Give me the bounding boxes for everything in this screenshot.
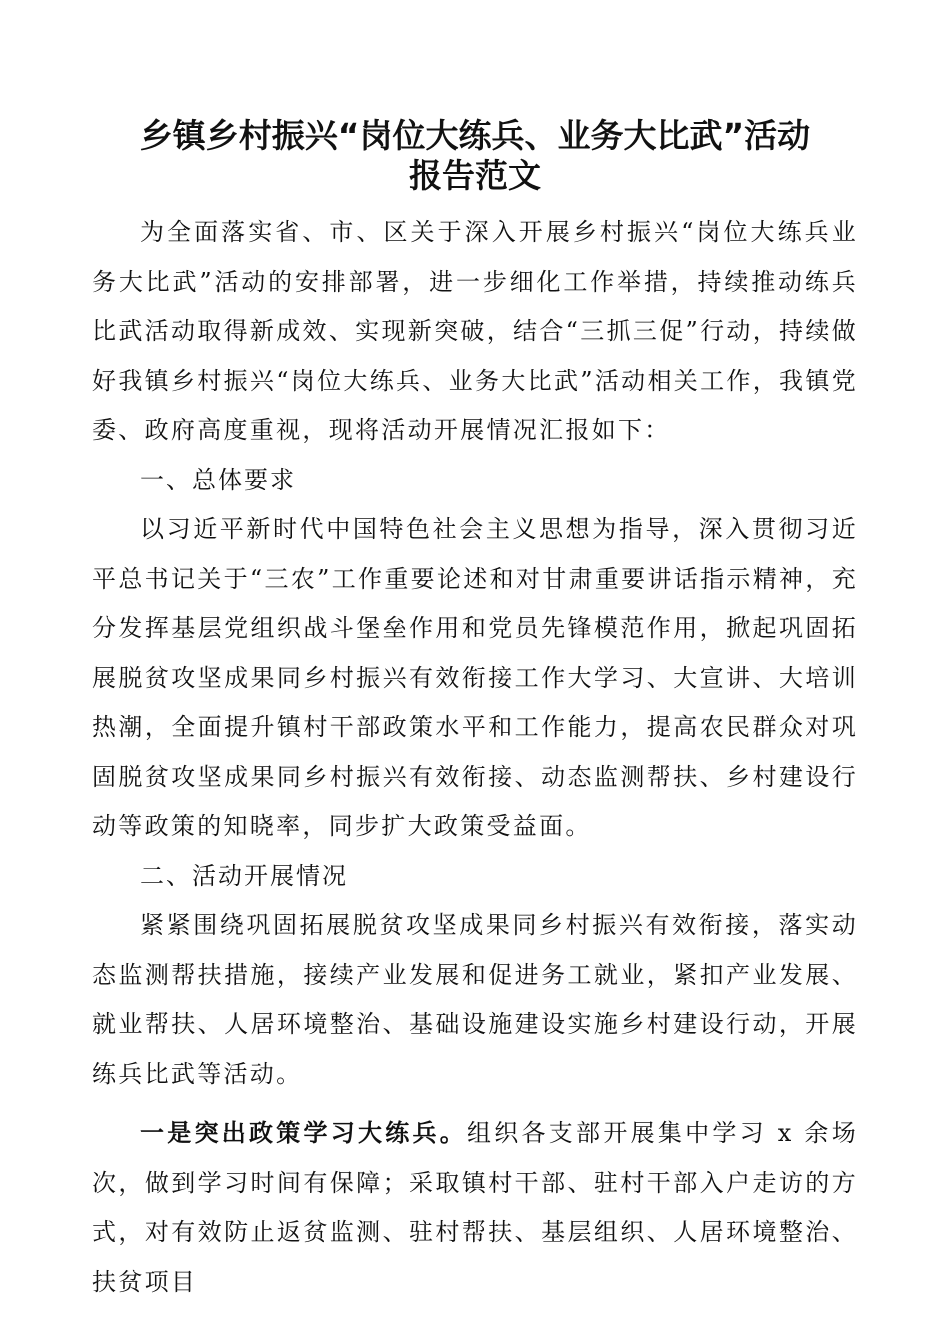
title-line-1: 乡镇乡村振兴“岗位大练兵、业务大比武”活动 bbox=[139, 116, 811, 155]
document-body bbox=[92, 208, 858, 1307]
section2-paragraph: 紧紧围绕巩固拓展脱贫攻坚成果同乡村振兴有效衔接，落实动态监测帮扶措施，接续产业发展和促进务工就业，紧扣产业发展、就业帮扶、人居环境整治、基础设施建设实施乡村建设行动，开展练兵比武等活动。 bbox=[92, 911, 858, 1088]
item1-text: 组织各支部开展集中学习 x 余场次，做到学习时间有保障；采取镇村干部、驻村干部入户走访的方式，对有效防止返贫监测、驻村帮扶、基层组织、人居环境整治、扶贫项目 bbox=[92, 1119, 858, 1296]
section-heading-activity-progress: 二、活动开展情况 bbox=[140, 861, 348, 890]
section-heading-overall-requirements: 一、总体要求 bbox=[140, 465, 296, 494]
section1-paragraph: 以习近平新时代中国特色社会主义思想为指导，深入贯彻习近平总书记关于“三农”工作重要论述和对甘肃重要讲话指示精神，充分发挥基层党组织战斗堡垒作用和党员先锋模范作用，掀起巩固拓展脱贫攻坚成果同乡村振兴有效衔接工作大学习、大宣讲、大培训热潮，全面提升镇村干部政策水平和工作能力，提高农民群众对巩固脱贫攻坚成果同乡村振兴有效衔接、动态监测帮扶、乡村建设行动等政策的知晓率，同步扩大政策受益面。 bbox=[92, 515, 858, 840]
title-line-2: 报告范文 bbox=[409, 156, 541, 195]
item1-lead: 一是突出政策学习大练兵。 bbox=[140, 1119, 468, 1147]
document-title bbox=[92, 116, 858, 196]
intro-paragraph: 为全面落实省、市、区关于深入开展乡村振兴“岗位大练兵业务大比武”活动的安排部署，进一步细化工作举措，持续推动练兵比武活动取得新成效、实现新突破，结合“三抓三促”行动，持续做好我镇乡村振兴“岗位大练兵、业务大比武”活动相关工作，我镇党委、政府高度重视，现将活动开展情况汇报如下： bbox=[92, 218, 858, 444]
paragraph-gap bbox=[92, 1099, 858, 1109]
item1-paragraph bbox=[92, 1109, 858, 1307]
